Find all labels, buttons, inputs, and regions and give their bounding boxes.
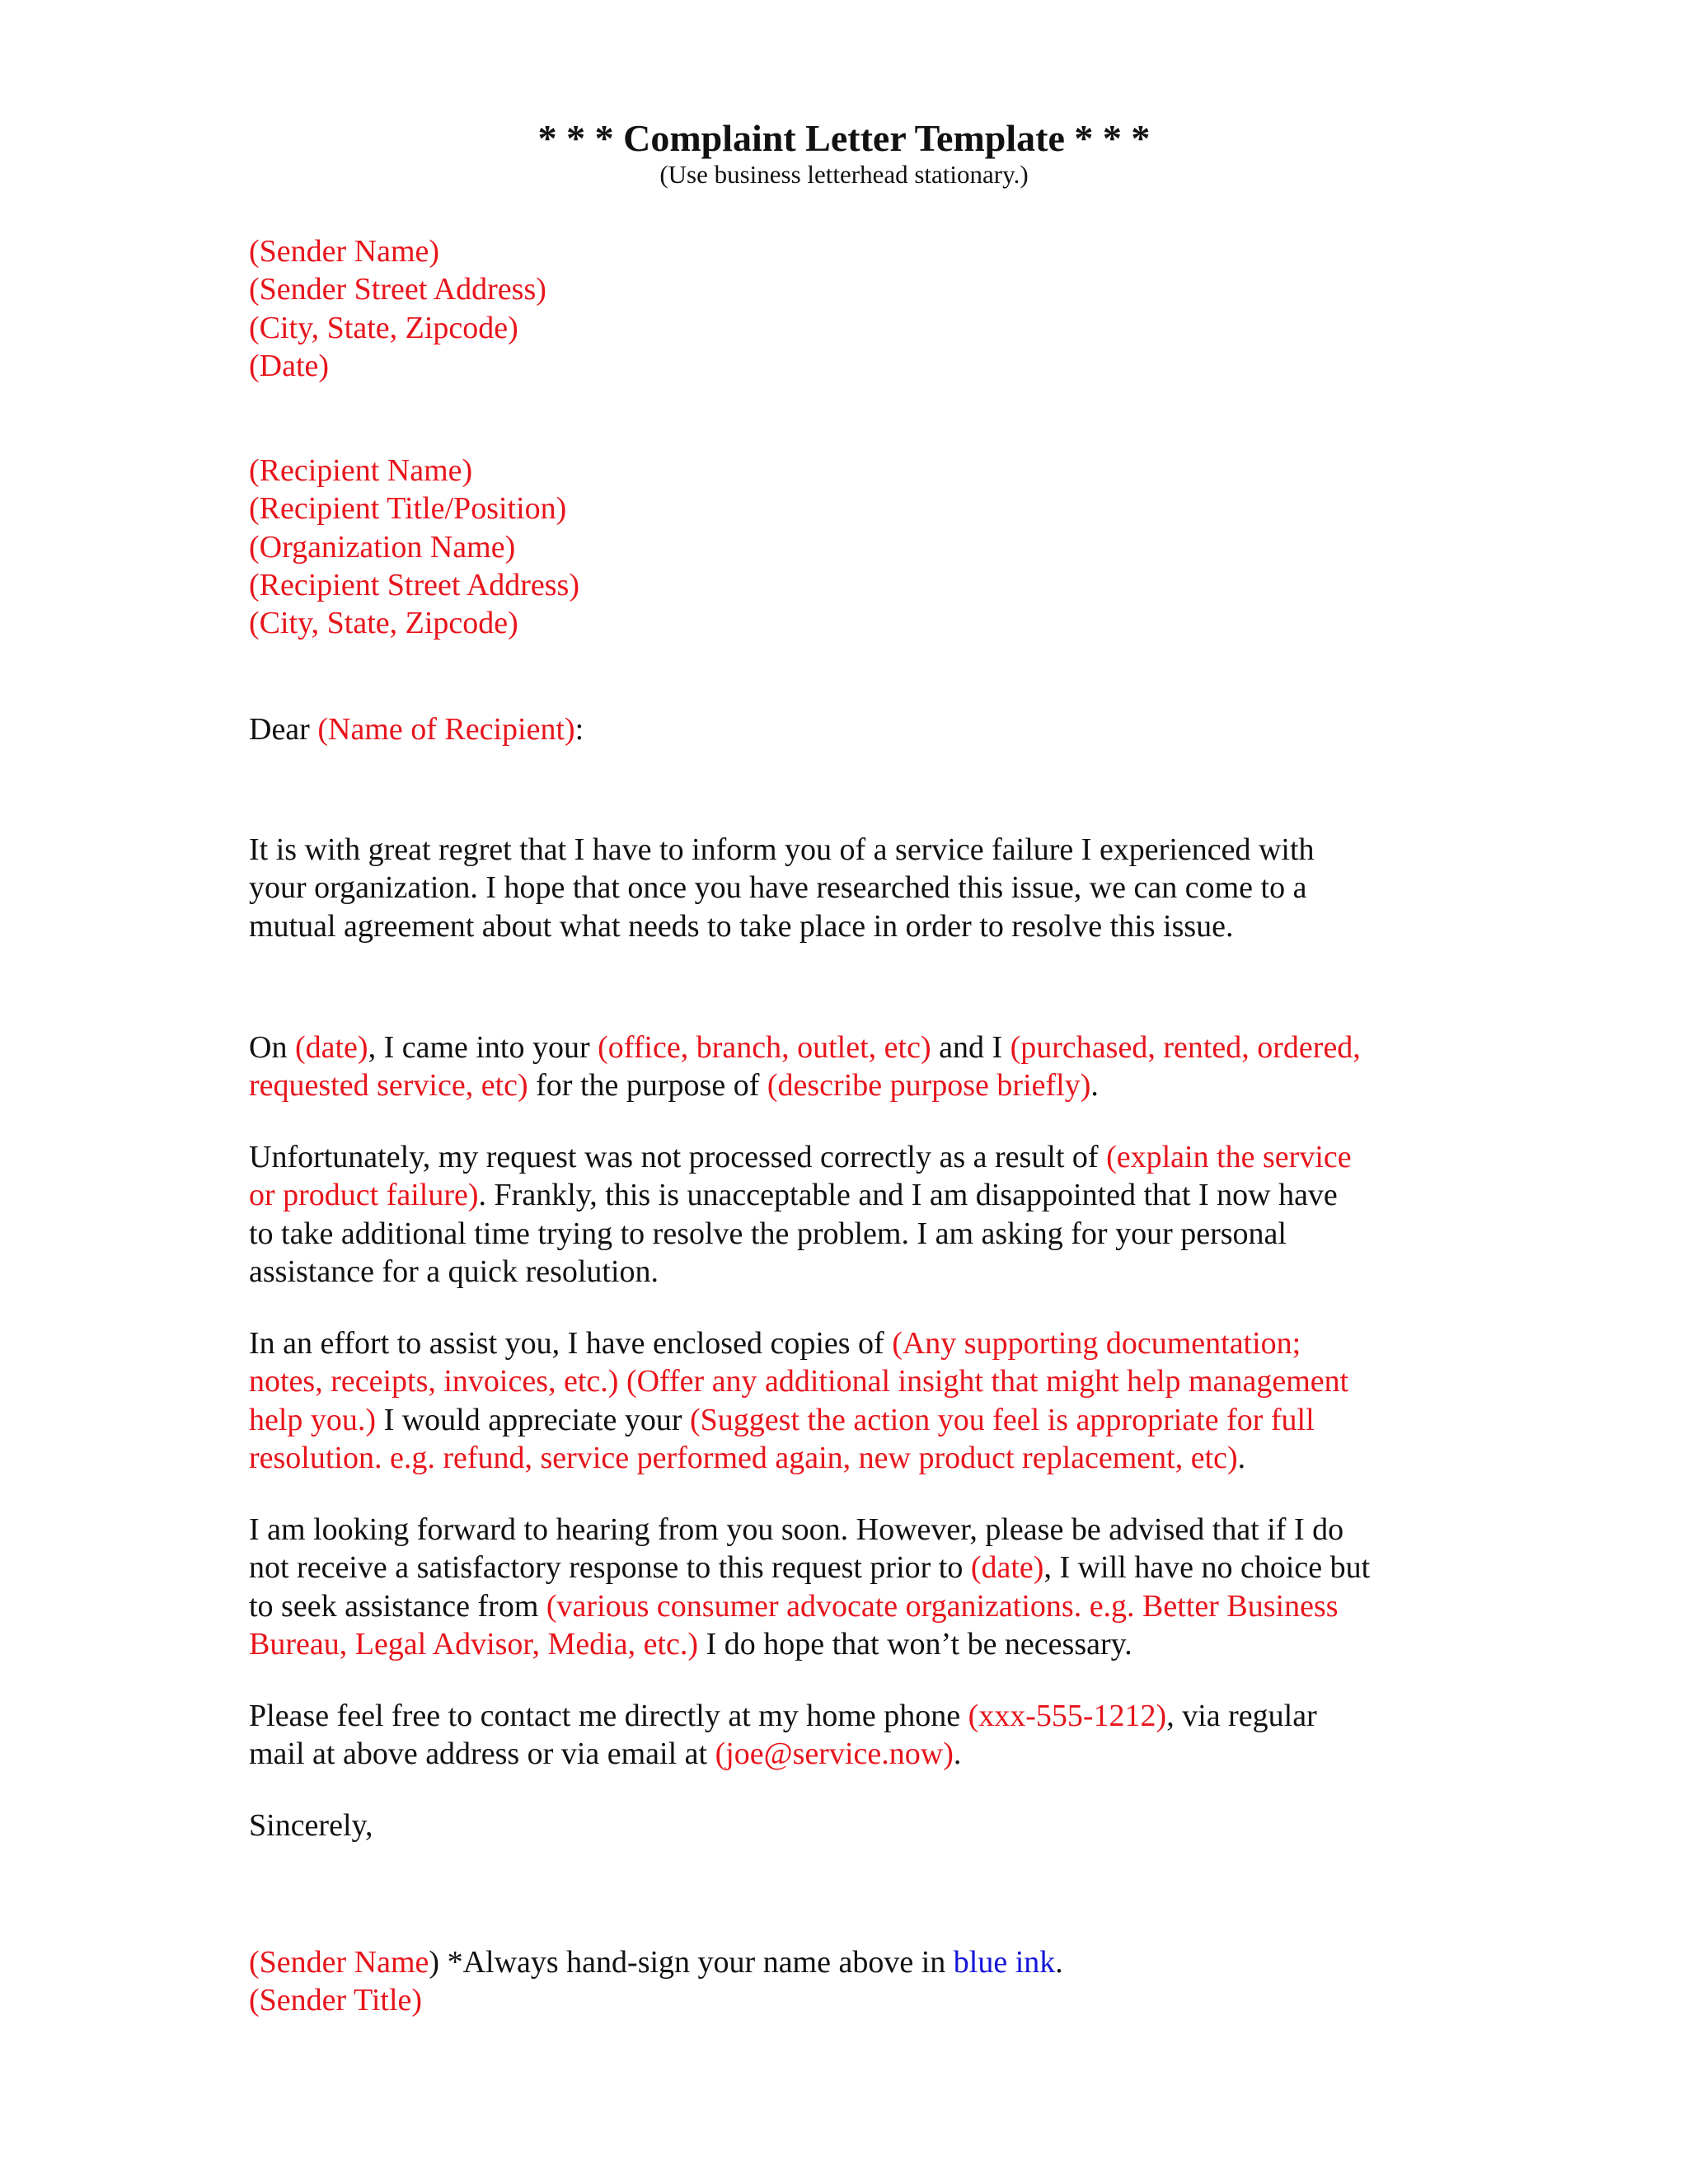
p4-text-2: not receive a satisfactory response to this request prior to <box>249 1550 971 1586</box>
p4-text-3: , I will have no choice but <box>1043 1550 1371 1586</box>
sender-city-state-zip: (City, State, Zipcode) <box>249 310 518 345</box>
p4-text-1: I am looking forward to hearing from you soon. However, please be advised that if I do <box>249 1512 1344 1547</box>
p2-text-4: assistance for a quick resolution. <box>249 1254 659 1289</box>
salutation-suffix: : <box>574 712 584 747</box>
recipient-name: (Recipient Name) <box>249 453 473 488</box>
sender-street-address: (Sender Street Address) <box>249 272 546 307</box>
title-block <box>0 117 1688 190</box>
p5-phone-placeholder: (xxx-555-1212) <box>968 1699 1167 1733</box>
p1-text-4: for the purpose of <box>528 1068 767 1104</box>
intro-line-2: your organization. I hope that once you have researched this issue, we can come to a <box>249 870 1307 906</box>
p1-date-placeholder: (date) <box>294 1030 368 1065</box>
sender-name: (Sender Name) <box>249 234 440 269</box>
p2-text-3: to take additional time trying to resolve the problem. I am asking for your personal <box>249 1216 1287 1251</box>
p5-text-3: mail at above address or via email at <box>249 1736 715 1772</box>
page-subtitle: (Use business letterhead stationary.) <box>659 160 1029 189</box>
paragraph-failure <box>249 1138 1461 1291</box>
signature-period: . <box>1055 1945 1063 1980</box>
page-title: * * * Complaint Letter Template * * * <box>537 117 1151 159</box>
p2-failure-placeholder-1: (explain the service <box>1106 1140 1352 1174</box>
recipient-placeholder: (Name of Recipient) <box>317 712 575 747</box>
p2-failure-placeholder-2: or product failure) <box>249 1178 479 1213</box>
recipient-title: (Recipient Title/Position) <box>249 491 567 527</box>
p1-action-placeholder-1: (purchased, rented, ordered, <box>1010 1030 1361 1065</box>
signature-name-placeholder: (Sender Name <box>249 1945 429 1980</box>
organization-name: (Organization Name) <box>249 529 516 565</box>
p4-org-placeholder-2: Bureau, Legal Advisor, Media, etc.) <box>249 1626 699 1661</box>
signature-ink-note: blue ink <box>953 1945 1056 1980</box>
p1-action-placeholder-2: requested service, etc) <box>249 1068 528 1104</box>
intro-paragraph <box>249 831 1461 945</box>
p1-text-1: On <box>249 1030 295 1065</box>
signature-note: *Always hand-sign your name above in <box>439 1945 954 1980</box>
recipient-city-state-zip: (City, State, Zipcode) <box>249 606 518 641</box>
sender-block <box>249 232 1461 385</box>
p4-text-4: to seek assistance from <box>249 1588 546 1624</box>
paragraph-contact <box>249 1697 1461 1774</box>
p4-text-5: I do hope that won’t be necessary. <box>698 1626 1132 1661</box>
p2-text-1: Unfortunately, my request was not processed correctly as a result of <box>249 1140 1107 1174</box>
p3-insight-placeholder: help you.) <box>249 1402 377 1437</box>
p2-text-2: . Frankly, this is unacceptable and I am disappointed that I now have <box>478 1178 1338 1213</box>
closing-text: Sincerely, <box>249 1808 373 1843</box>
sender-date: (Date) <box>249 348 330 383</box>
p3-action-placeholder-1: (Suggest the action you feel is appropriate for full <box>690 1402 1315 1437</box>
signature-title-placeholder: (Sender Title) <box>249 1983 423 2018</box>
recipient-block <box>249 452 1461 642</box>
paragraph-documentation <box>249 1324 1461 1477</box>
paragraph-visit <box>249 1029 1461 1105</box>
p5-email-placeholder: (joe@service.now) <box>715 1736 954 1772</box>
p3-action-placeholder-2: resolution. e.g. refund, service performed again, new product replacement, etc) <box>249 1440 1238 1475</box>
paragraph-deadline <box>249 1511 1461 1663</box>
p5-text-1: Please feel free to contact me directly at my home phone <box>249 1699 968 1733</box>
p3-text-2: I would appreciate your <box>376 1402 690 1437</box>
salutation-prefix: Dear <box>249 712 318 747</box>
p3-docs-placeholder-1: (Any supporting documentation; <box>892 1326 1301 1361</box>
p1-location-placeholder: (office, branch, outlet, etc) <box>598 1030 931 1065</box>
p1-text-5: . <box>1090 1068 1099 1104</box>
recipient-street-address: (Recipient Street Address) <box>249 567 580 602</box>
p3-text-3: . <box>1237 1440 1246 1475</box>
p4-date-placeholder: (date) <box>970 1550 1044 1586</box>
p3-text-1: In an effort to assist you, I have enclosed copies of <box>249 1326 893 1361</box>
intro-line-3: mutual agreement about what needs to take place in order to resolve this issue. <box>249 908 1234 944</box>
signature-close-paren: ) <box>429 1945 440 1980</box>
p1-purpose-placeholder: (describe purpose briefly) <box>767 1068 1091 1104</box>
signature-block <box>249 1943 1461 2020</box>
p4-org-placeholder-1: (various consumer advocate organizations. e.g. Better Business <box>546 1588 1339 1624</box>
p1-text-3: and I <box>931 1030 1010 1065</box>
p5-text-2: , via regular <box>1166 1699 1317 1733</box>
p5-text-4: . <box>953 1736 962 1772</box>
closing <box>249 1807 1461 1844</box>
intro-line-1: It is with great regret that I have to inform you of a service failure I experienced with <box>249 832 1315 867</box>
p1-text-2: , I came into your <box>368 1030 598 1065</box>
salutation <box>249 710 1461 748</box>
p3-docs-placeholder-2: notes, receipts, invoices, etc.) (Offer any additional insight that might help management <box>249 1364 1349 1399</box>
